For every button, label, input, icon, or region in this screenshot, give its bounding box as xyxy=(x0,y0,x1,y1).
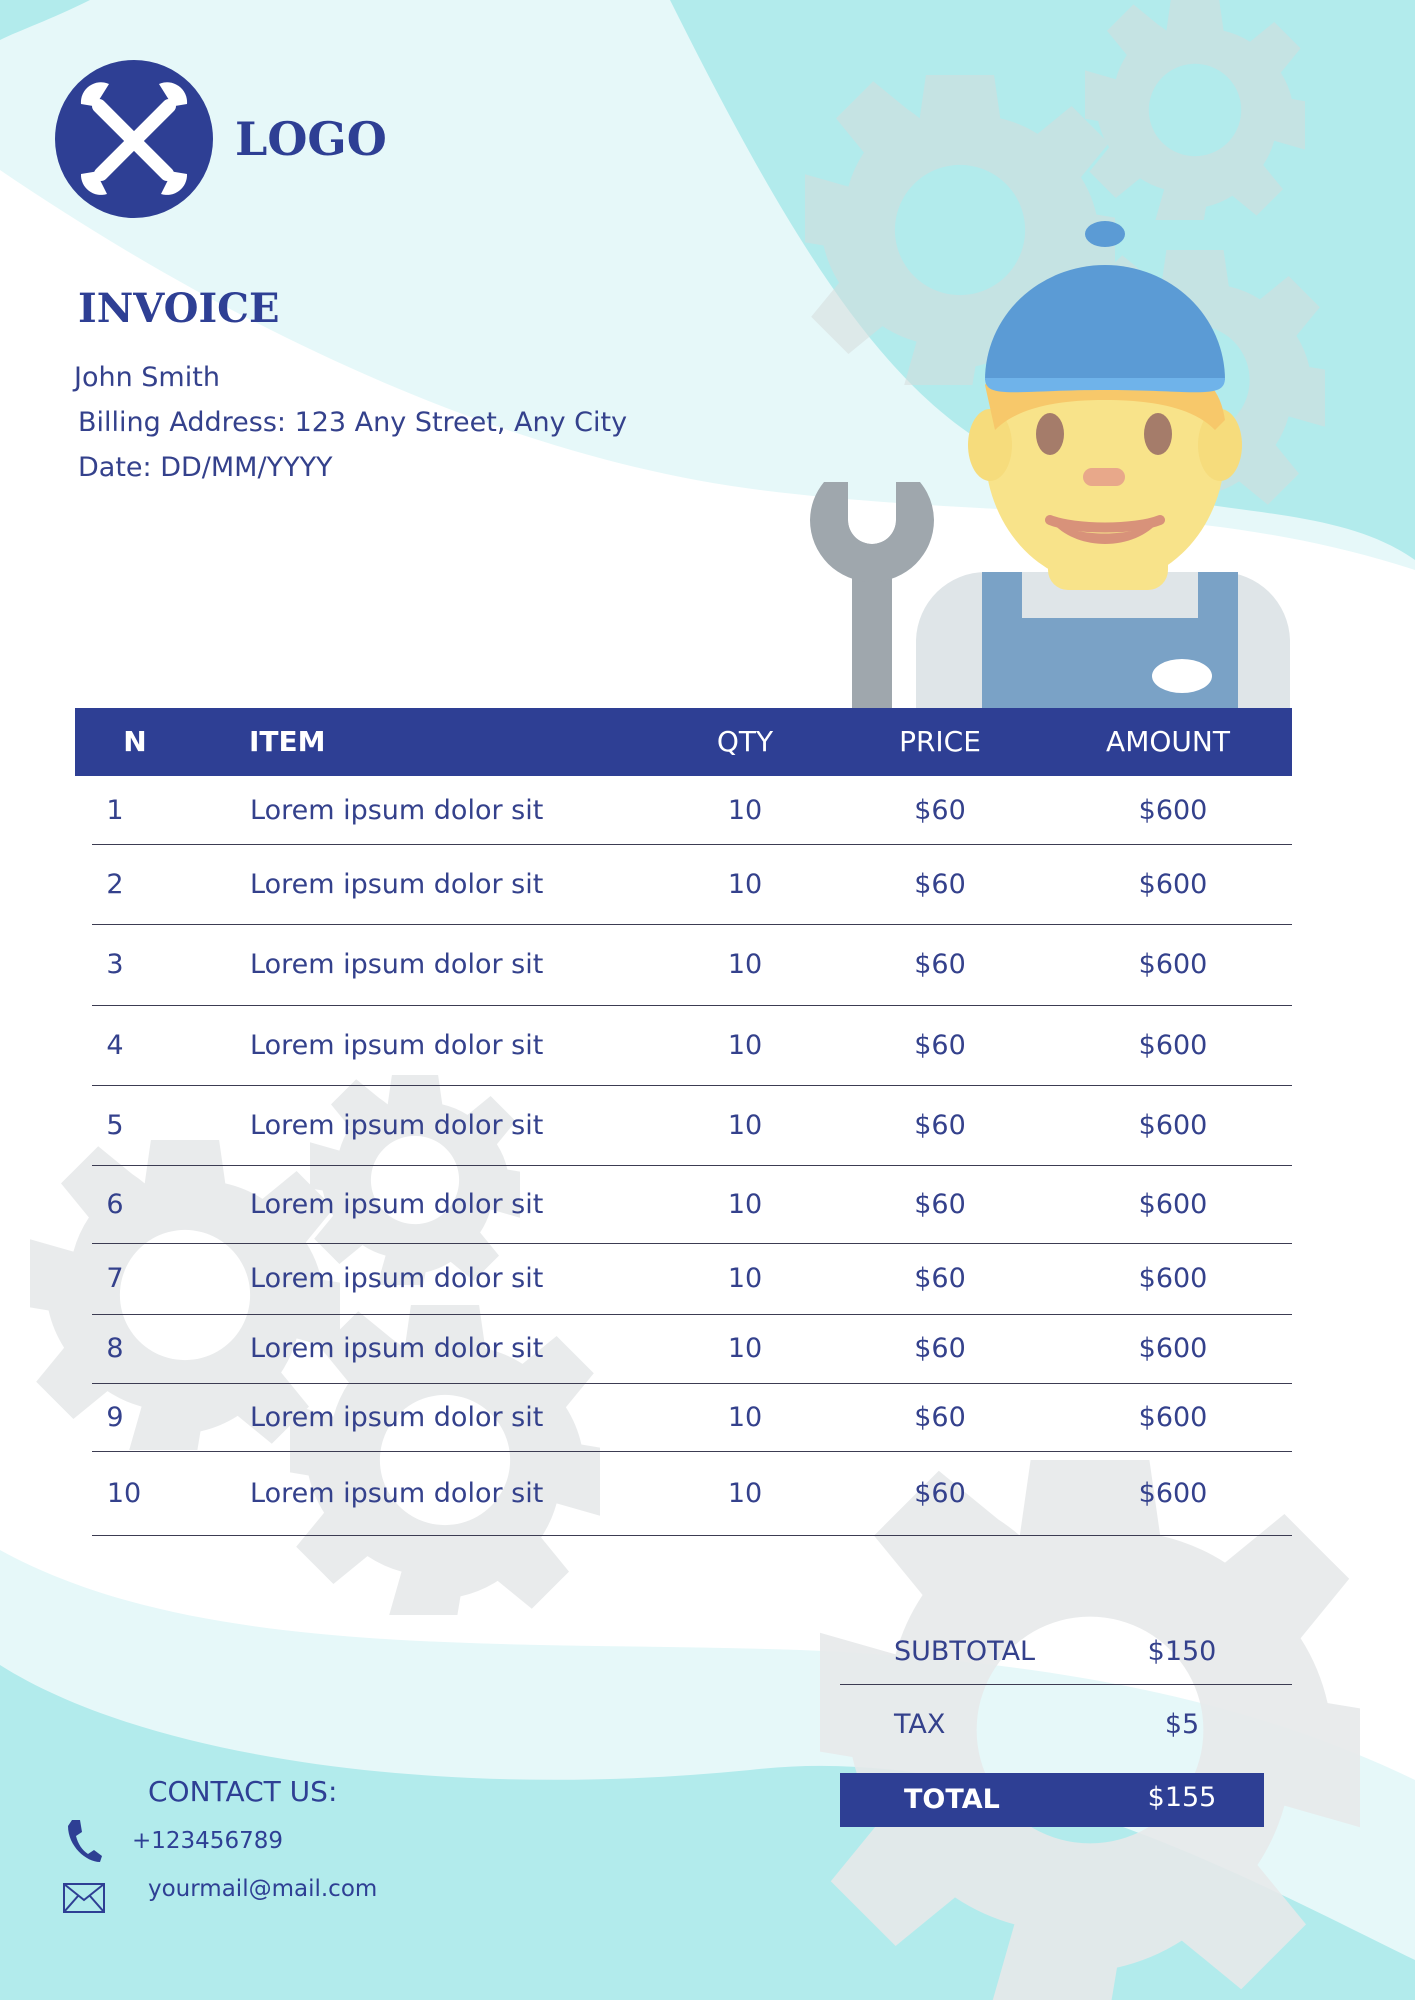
mechanic-illustration xyxy=(800,220,1300,710)
row-number: 2 xyxy=(106,868,124,900)
phone-icon xyxy=(64,1818,104,1864)
invoice-date: Date: DD/MM/YYYY xyxy=(78,452,333,483)
table-row xyxy=(92,1085,1292,1166)
row-amount: $600 xyxy=(1138,1109,1208,1141)
row-number: 8 xyxy=(106,1333,124,1364)
row-amount: $600 xyxy=(1138,794,1208,826)
row-amount: $600 xyxy=(1138,949,1208,980)
row-amount: $600 xyxy=(1138,1477,1208,1509)
row-item: Lorem ipsum dolor sit xyxy=(250,1029,544,1061)
row-item: Lorem ipsum dolor sit xyxy=(250,1263,544,1294)
row-number: 5 xyxy=(106,1109,124,1141)
table-header xyxy=(75,708,1292,776)
row-price: $60 xyxy=(914,949,966,980)
row-qty: 10 xyxy=(727,1333,763,1364)
table-row xyxy=(92,1243,1292,1315)
table-row xyxy=(92,1314,1292,1384)
row-qty: 10 xyxy=(727,1263,763,1294)
row-item: Lorem ipsum dolor sit xyxy=(250,1333,544,1364)
header-n: N xyxy=(123,725,147,758)
summary-divider xyxy=(840,1684,1292,1685)
tax-value: $5 xyxy=(1164,1709,1200,1740)
row-qty: 10 xyxy=(727,1401,763,1433)
table-row xyxy=(92,1383,1292,1452)
table-row xyxy=(92,1451,1292,1536)
contact-email: yourmail@mail.com xyxy=(148,1876,378,1902)
row-number: 1 xyxy=(106,794,124,826)
header-item: ITEM xyxy=(249,725,326,758)
header-amount: AMOUNT xyxy=(1106,725,1230,758)
row-amount: $600 xyxy=(1138,868,1208,900)
contact-title: CONTACT US: xyxy=(148,1775,338,1808)
row-amount: $600 xyxy=(1138,1188,1208,1220)
subtotal-label: SUBTOTAL xyxy=(894,1636,1036,1667)
row-amount: $600 xyxy=(1138,1263,1208,1294)
row-price: $60 xyxy=(914,1477,966,1509)
row-qty: 10 xyxy=(727,1029,763,1061)
subtotal-value: $150 xyxy=(1147,1636,1217,1667)
row-qty: 10 xyxy=(727,1109,763,1141)
table-row xyxy=(92,844,1292,925)
table-row xyxy=(92,1005,1292,1086)
row-price: $60 xyxy=(914,1109,966,1141)
total-label: TOTAL xyxy=(904,1784,1000,1815)
row-qty: 10 xyxy=(727,1188,763,1220)
table-row xyxy=(92,1165,1292,1244)
row-number: 7 xyxy=(106,1263,124,1294)
billing-address: Billing Address: 123 Any Street, Any City xyxy=(78,407,628,438)
invoice-title: INVOICE xyxy=(78,285,280,332)
row-item: Lorem ipsum dolor sit xyxy=(250,949,544,980)
row-price: $60 xyxy=(914,868,966,900)
total-value: $155 xyxy=(1147,1782,1217,1813)
logo-text: LOGO xyxy=(235,112,387,166)
row-number: 3 xyxy=(106,949,124,980)
row-number: 10 xyxy=(106,1477,142,1509)
row-price: $60 xyxy=(914,1029,966,1061)
crossed-wrenches-icon xyxy=(55,60,213,218)
customer-name: John Smith xyxy=(74,362,220,393)
row-number: 6 xyxy=(106,1188,124,1220)
total-box xyxy=(840,1773,1264,1827)
row-item: Lorem ipsum dolor sit xyxy=(250,794,544,826)
row-qty: 10 xyxy=(727,794,763,826)
logo xyxy=(55,60,387,218)
row-amount: $600 xyxy=(1138,1401,1208,1433)
row-qty: 10 xyxy=(727,1477,763,1509)
row-price: $60 xyxy=(914,794,966,826)
row-amount: $600 xyxy=(1138,1333,1208,1364)
row-item: Lorem ipsum dolor sit xyxy=(250,1477,544,1509)
row-number: 9 xyxy=(106,1401,124,1433)
table-row xyxy=(92,776,1292,845)
row-item: Lorem ipsum dolor sit xyxy=(250,1188,544,1220)
row-price: $60 xyxy=(914,1401,966,1433)
row-amount: $600 xyxy=(1138,1029,1208,1061)
row-qty: 10 xyxy=(727,868,763,900)
contact-phone: +123456789 xyxy=(132,1828,283,1854)
tax-label: TAX xyxy=(894,1709,946,1740)
row-number: 4 xyxy=(106,1029,124,1061)
row-price: $60 xyxy=(914,1263,966,1294)
row-price: $60 xyxy=(914,1333,966,1364)
mail-icon xyxy=(62,1882,106,1914)
row-item: Lorem ipsum dolor sit xyxy=(250,868,544,900)
header-price: PRICE xyxy=(899,725,981,758)
row-item: Lorem ipsum dolor sit xyxy=(250,1401,544,1433)
header-qty: QTY xyxy=(716,725,774,758)
row-item: Lorem ipsum dolor sit xyxy=(250,1109,544,1141)
table-row xyxy=(92,924,1292,1006)
row-price: $60 xyxy=(914,1188,966,1220)
row-qty: 10 xyxy=(727,949,763,980)
